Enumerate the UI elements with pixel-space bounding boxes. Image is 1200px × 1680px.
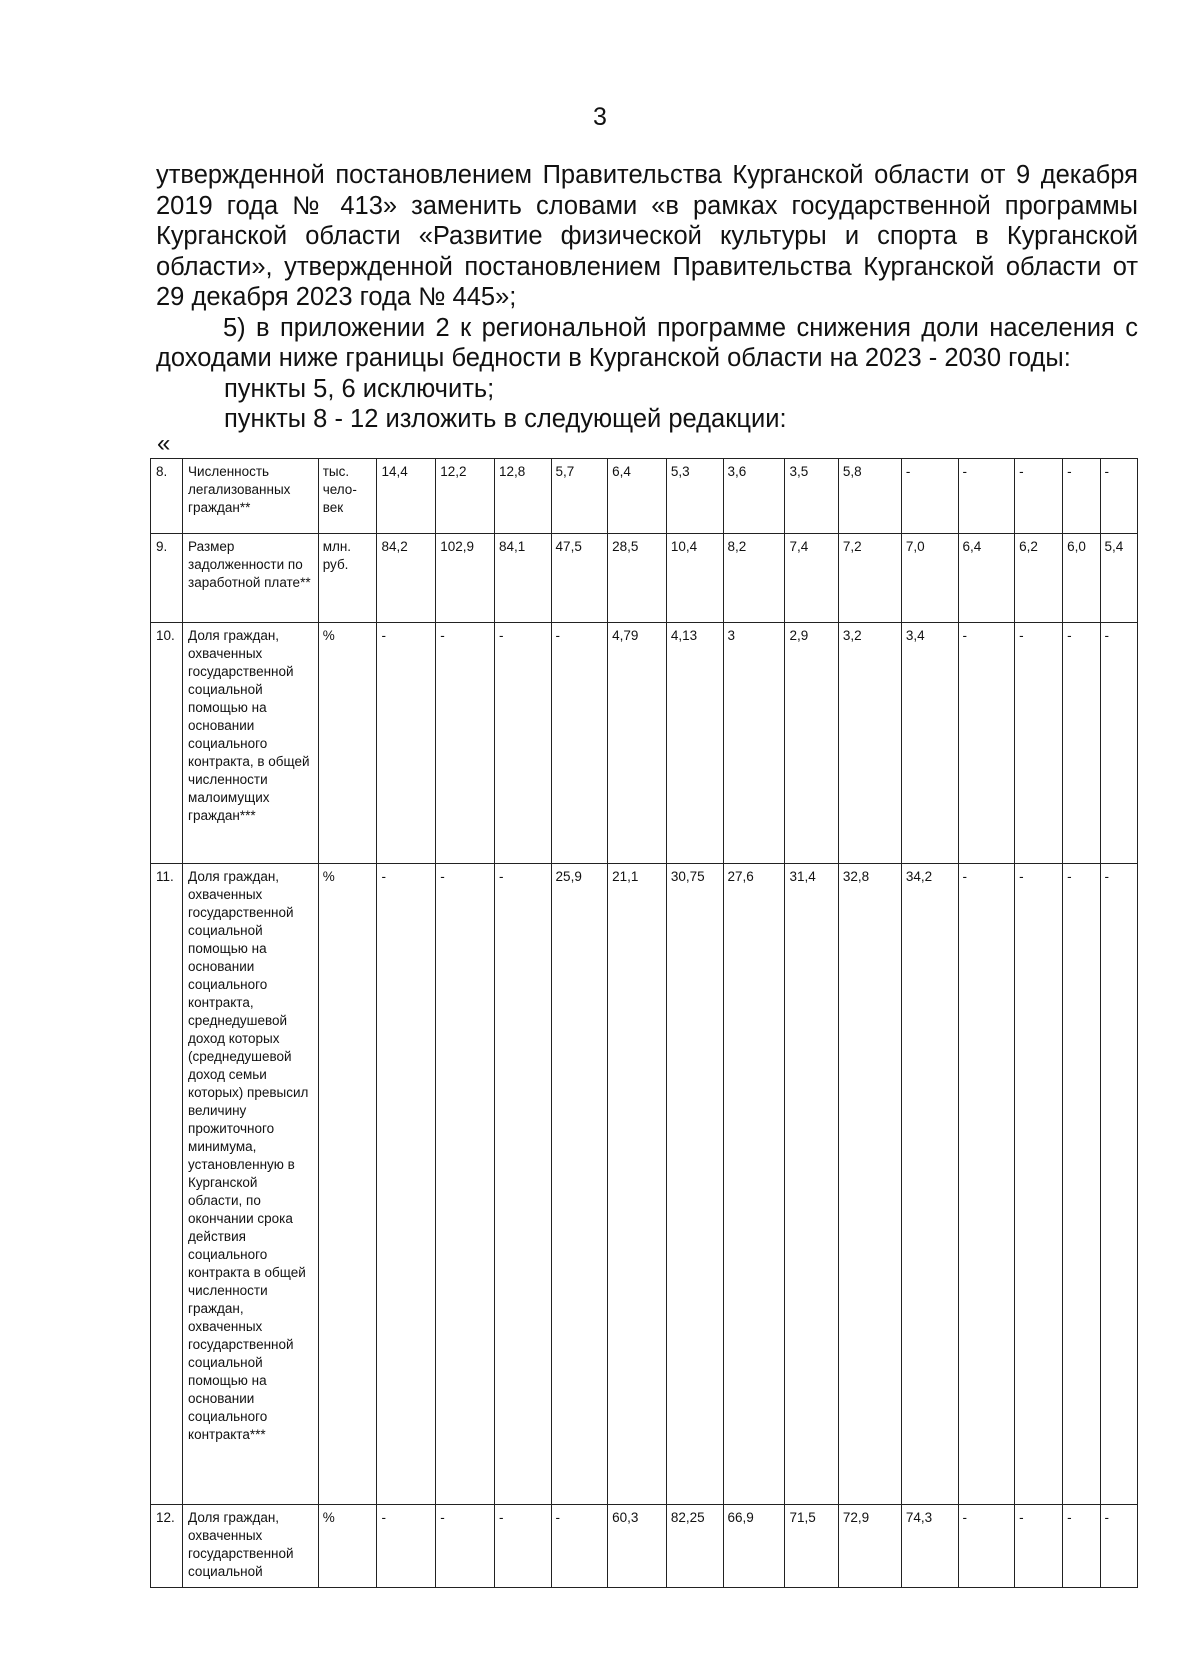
value-cell: -	[551, 623, 608, 864]
value-cell: 74,3	[901, 1505, 958, 1588]
value-cell: 5,7	[551, 459, 608, 534]
value-cell: -	[1015, 864, 1063, 1505]
value-cell: 3,6	[723, 459, 785, 534]
paragraph-new-edition: пункты 8 - 12 изложить в следующей редакции:	[224, 405, 787, 433]
indicator-name-cell: Доля граждан, охваченных государственной социальной помощью на основании социального контракта, в общей численности малоимущих граждан***	[183, 623, 319, 864]
unit-cell: %	[318, 864, 377, 1505]
value-cell: 5,8	[838, 459, 901, 534]
unit-cell: %	[318, 623, 377, 864]
value-cell: 4,13	[666, 623, 723, 864]
value-cell: -	[1100, 1505, 1137, 1588]
value-cell: 31,4	[785, 864, 838, 1505]
indicator-name-cell: Доля граждан, охваченных государственной социальной	[183, 1505, 319, 1588]
unit-cell: %	[318, 1505, 377, 1588]
value-cell: -	[1100, 623, 1137, 864]
value-cell: 82,25	[666, 1505, 723, 1588]
value-cell: 30,75	[666, 864, 723, 1505]
value-cell: 28,5	[608, 534, 667, 623]
unit-cell: тыс. чело-век	[318, 459, 377, 534]
opening-quote-mark: «	[157, 430, 171, 457]
value-cell: 60,3	[608, 1505, 667, 1588]
table-body	[151, 459, 1138, 1588]
value-cell: 2,9	[785, 623, 838, 864]
value-cell: -	[958, 1505, 1015, 1588]
value-cell: -	[1015, 459, 1063, 534]
indicator-name-cell: Доля граждан, охваченных государственной социальной помощью на основании социального контракта, среднедушевой доход которых (среднедушевой доход семьи которых) превысил величину прожиточного минимума, установленную в Курганской области, по окончании срока действия социального контракта в общей численности граждан, охваченных государственной социальной помощью на основании социального контракта***	[183, 864, 319, 1505]
value-cell: 71,5	[785, 1505, 838, 1588]
value-cell: -	[1015, 623, 1063, 864]
value-cell: 25,9	[551, 864, 608, 1505]
value-cell: 84,1	[494, 534, 551, 623]
document-body	[156, 160, 1138, 435]
value-cell: 21,1	[608, 864, 667, 1505]
value-cell: -	[1063, 459, 1100, 534]
value-cell: 3,4	[901, 623, 958, 864]
table-row	[151, 1505, 1138, 1588]
row-number-cell: 9.	[151, 534, 183, 623]
row-number-cell: 8.	[151, 459, 183, 534]
value-cell: 66,9	[723, 1505, 785, 1588]
value-cell: -	[901, 459, 958, 534]
value-cell: 27,6	[723, 864, 785, 1505]
value-cell: 4,79	[608, 623, 667, 864]
value-cell: -	[551, 1505, 608, 1588]
value-cell: 10,4	[666, 534, 723, 623]
value-cell: 3,5	[785, 459, 838, 534]
value-cell: 3,2	[838, 623, 901, 864]
table-row	[151, 534, 1138, 623]
value-cell: 72,9	[838, 1505, 901, 1588]
value-cell: -	[1100, 864, 1137, 1505]
value-cell: -	[1063, 1505, 1100, 1588]
value-cell: -	[494, 864, 551, 1505]
value-cell: 47,5	[551, 534, 608, 623]
value-cell: -	[436, 864, 495, 1505]
value-cell: -	[436, 623, 495, 864]
value-cell: 6,2	[1015, 534, 1063, 623]
value-cell: -	[958, 459, 1015, 534]
paragraph-item-5: 5) в приложении 2 к региональной программе снижения доли населения с доходами ниже границы бедности в Курганской области на 2023 - 2030 годы:	[156, 313, 1138, 372]
table-row	[151, 864, 1138, 1505]
value-cell: -	[1100, 459, 1137, 534]
value-cell: -	[436, 1505, 495, 1588]
value-cell: -	[1063, 864, 1100, 1505]
value-cell: -	[377, 623, 436, 864]
value-cell: 6,4	[958, 534, 1015, 623]
value-cell: -	[377, 1505, 436, 1588]
value-cell: 6,4	[608, 459, 667, 534]
value-cell: -	[1063, 623, 1100, 864]
value-cell: 7,2	[838, 534, 901, 623]
value-cell: 102,9	[436, 534, 495, 623]
value-cell: 7,4	[785, 534, 838, 623]
value-cell: -	[494, 623, 551, 864]
value-cell: 32,8	[838, 864, 901, 1505]
value-cell: 12,8	[494, 459, 551, 534]
table-row	[151, 623, 1138, 864]
paragraph-exclude-items: пункты 5, 6 исключить;	[224, 374, 495, 403]
page-number: 3	[593, 103, 607, 131]
value-cell: 6,0	[1063, 534, 1100, 623]
value-cell: 14,4	[377, 459, 436, 534]
value-cell: 12,2	[436, 459, 495, 534]
indicators-table	[150, 458, 1138, 1588]
value-cell: 3	[723, 623, 785, 864]
value-cell: 84,2	[377, 534, 436, 623]
value-cell: -	[958, 864, 1015, 1505]
value-cell: 5,4	[1100, 534, 1137, 623]
unit-cell: млн. руб.	[318, 534, 377, 623]
indicator-name-cell: Численность легализованных граждан**	[183, 459, 319, 534]
value-cell: -	[1015, 1505, 1063, 1588]
value-cell: 7,0	[901, 534, 958, 623]
value-cell: 5,3	[666, 459, 723, 534]
value-cell: 8,2	[723, 534, 785, 623]
value-cell: -	[958, 623, 1015, 864]
value-cell: -	[494, 1505, 551, 1588]
row-number-cell: 11.	[151, 864, 183, 1505]
row-number-cell: 12.	[151, 1505, 183, 1588]
value-cell: -	[377, 864, 436, 1505]
row-number-cell: 10.	[151, 623, 183, 864]
paragraph-amendment-text: утвержденной постановлением Правительства Курганской области от 9 декабря 2019 года № 413» заменить словами «в рамках государственной программы Курганской области «Развитие физической культуры и спорта в Курганской области», утвержденной постановлением Правительства Курганской области от 29 декабря 2023 года № 445»;	[156, 161, 1138, 311]
indicator-name-cell: Размер задолженности по заработной плате**	[183, 534, 319, 623]
value-cell: 34,2	[901, 864, 958, 1505]
table-row	[151, 459, 1138, 534]
